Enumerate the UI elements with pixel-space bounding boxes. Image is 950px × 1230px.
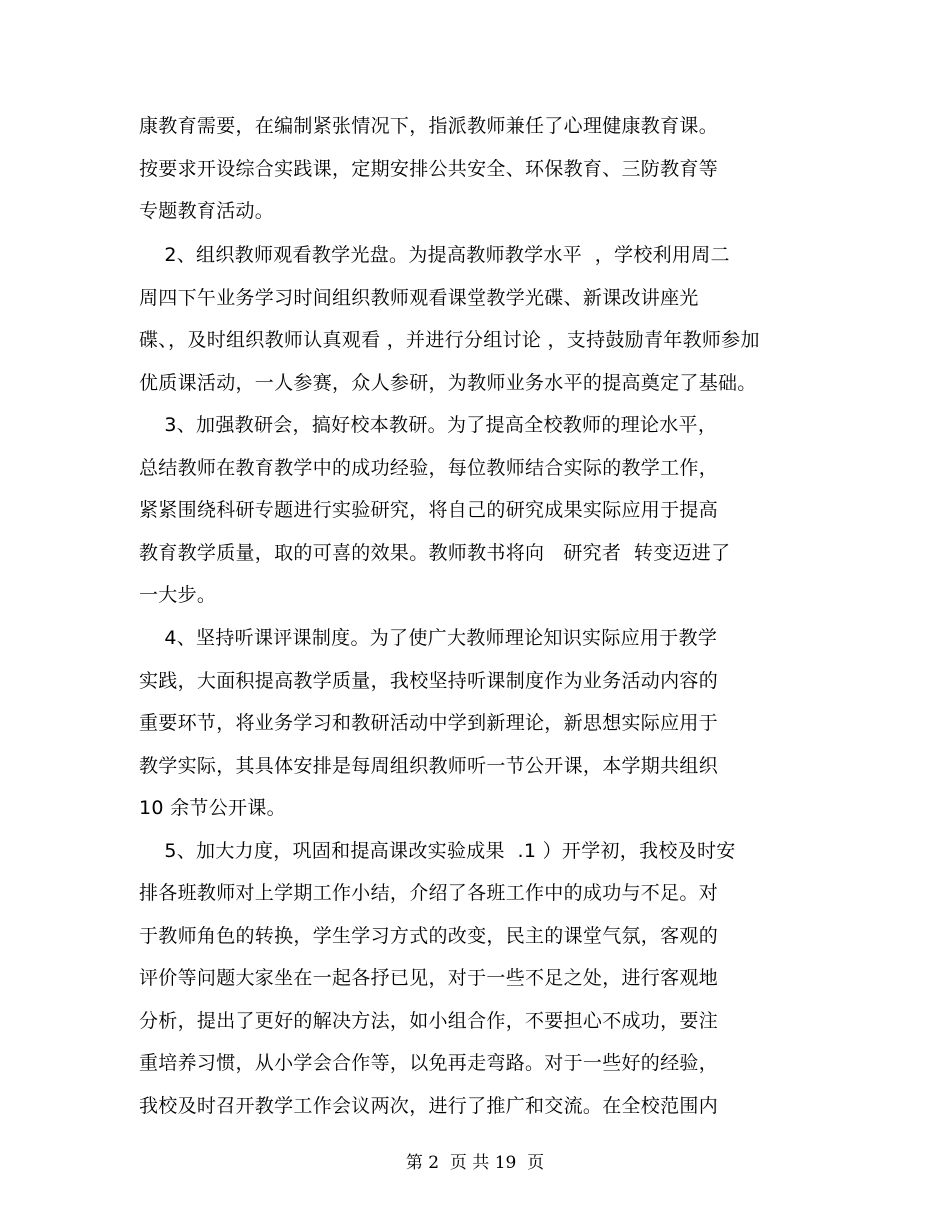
text-line: 10 余节公开课。 — [139, 797, 286, 819]
text-line: 康教育需要，在编制紧张情况下，指派教师兼任了心理健康教育课。 — [139, 115, 719, 137]
text-line: 3、加强教研会，搞好校本教研。为了提高全校教师的理论水平， — [139, 414, 718, 436]
text-line: 分析，提出了更好的解决方法，如小组合作，不要担心不成功，要注 — [139, 1010, 719, 1032]
text-line: 4、坚持听课评课制度。为了使广大教师理论知识实际应用于教学 — [139, 627, 718, 649]
text-line: 总结教师在教育教学中的成功经验，每位教师结合实际的教学工作， — [139, 457, 719, 479]
text-line: 2、组织教师观看教学光盘。为提高教师教学水平 ，学校利用周二 — [139, 244, 730, 266]
text-line: 按要求开设综合实践课，定期安排公共安全、环保教育、三防教育等 — [139, 158, 719, 180]
text-line: 一大步。 — [139, 584, 217, 606]
text-line: 专题教育活动。 — [139, 200, 275, 222]
text-line: 实践，大面积提高教学质量，我校坚持听课制度作为业务活动内容的 — [139, 670, 719, 692]
text-line: 周四下午业务学习时间组织教师观看课堂教学光碟、新课改讲座光 — [139, 287, 699, 309]
text-line: 重培养习惯，从小学会合作等，以免再走弯路。对于一些好的经验， — [139, 1052, 719, 1074]
text-line: 5、加大力度，巩固和提高课改实验成果 .1 ）开学初，我校及时安 — [139, 840, 736, 862]
text-line: 优质课活动，一人参赛，众人参研，为教师业务水平的提高奠定了基础。 — [139, 372, 757, 394]
text-line: 重要环节，将业务学习和教研活动中学到新理论，新思想实际应用于 — [139, 712, 719, 734]
page-number-footer: 第 2 页 共 19 页 — [405, 1153, 545, 1173]
text-line: 碟、，及时组织教师认真观看 ，并进行分组讨论 ，支持鼓励青年教师参加 — [139, 329, 760, 351]
text-line: 于教师角色的转换，学生学习方式的改变，民主的课堂气氛，客观的 — [139, 925, 719, 947]
text-line: 排各班教师对上学期工作小结，介绍了各班工作中的成功与不足。对 — [139, 882, 719, 904]
text-line: 紧紧围绕科研专题进行实验研究，将自己的研究成果实际应用于提高 — [139, 499, 719, 521]
text-line: 教学实际，其具体安排是每周组织教师听一节公开课，本学期共组织 — [139, 755, 719, 777]
text-line: 我校及时召开教学工作会议两次，进行了推广和交流。在全校范围内 — [139, 1095, 719, 1117]
text-line: 教育教学质量，取的可喜的效果。教师教书将向 研究者 转变迈进了 — [139, 542, 731, 564]
text-line: 评价等问题大家坐在一起各抒已见，对于一些不足之处，进行客观地 — [139, 967, 719, 989]
